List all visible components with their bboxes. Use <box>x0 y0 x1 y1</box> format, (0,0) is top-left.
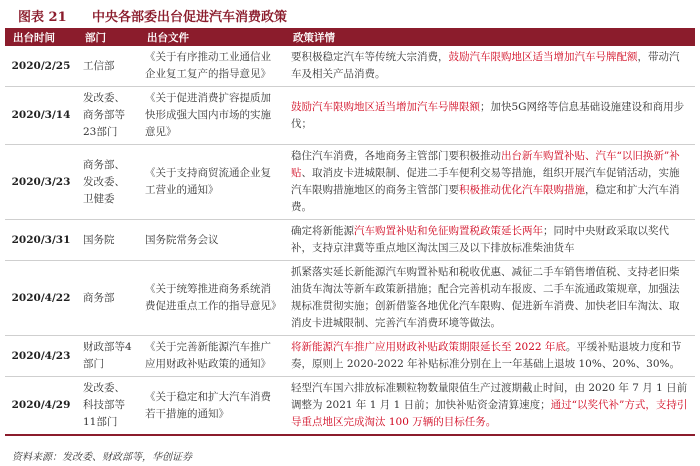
detail-highlight: 鼓励汽车限购地区适当增加汽车号牌限额 <box>291 100 480 113</box>
policy-table <box>5 28 695 436</box>
row-detail <box>285 336 695 377</box>
table-row <box>5 261 695 336</box>
row-date: 2020/4/29 <box>5 377 77 436</box>
table-row <box>5 87 695 145</box>
row-date: 2020/3/31 <box>5 220 77 261</box>
figure-title-bar <box>4 4 696 26</box>
row-doc: 《关于有序推动工业通信业企业复工复产的指导意见》 <box>139 46 285 87</box>
figure-label: 图表 21 <box>18 10 67 25</box>
detail-text: ，带动汽车及相关产品消费。 <box>291 51 680 80</box>
row-date: 2020/4/23 <box>5 336 77 377</box>
row-dept: 商务部 <box>77 261 139 336</box>
detail-text: 稳住汽车消费，各地商务主管部门要积极推动 <box>291 150 501 162</box>
detail-text: 要积极稳定汽车等传统大宗消费， <box>291 51 449 63</box>
detail-text: 抓紧落实延长新能源汽车购置补贴和税收优惠、减征二手车销售增值税、支持老旧柴油货车淘汰等新车政策新措施；配合完善机动车报废、二手车流通政策规章，加强法规标准贯彻实施；创新借鉴各地优化汽车限购、促进新车消费、加快老旧车淘汰、取消皮卡进城限制、完善汽车消费环境等做法。 <box>291 266 680 329</box>
detail-text: 。平缓补贴退坡力度和节奏，原则上 2020-2022 年补贴标准分别在上一年基础上退坡 10%、20%、30%。 <box>291 341 682 370</box>
row-date: 2020/3/23 <box>5 145 77 220</box>
table-row <box>5 46 695 87</box>
row-dept: 国务院 <box>77 220 139 261</box>
row-doc: 《关于完善新能源汽车推广应用财政补贴政策的通知》 <box>139 336 285 377</box>
row-detail <box>285 377 695 436</box>
table-row <box>5 336 695 377</box>
header-date: 出台时间 <box>5 28 77 46</box>
row-dept: 工信部 <box>77 46 139 87</box>
detail-text: 确定将新能源 <box>291 225 354 237</box>
detail-highlight: 积极推动优化汽车限购措施 <box>459 184 585 196</box>
row-detail <box>285 46 695 87</box>
detail-highlight: 汽车购置补贴和免征购置税政策延长两年 <box>354 225 543 237</box>
detail-text: ；加快5G网络等信息基础设施建设和商用步伐； <box>291 100 685 130</box>
detail-highlight: 通过“以奖代补”方式，支持引导重点地区完成淘汰 100 万辆的目标任务。 <box>291 399 688 428</box>
row-doc: 《关于支持商贸流通企业复工营业的通知》 <box>139 145 285 220</box>
source-note: 资料来源：发改委、财政部等，华创证券 <box>12 452 192 463</box>
header-dept: 部门 <box>77 28 139 46</box>
row-date: 2020/4/22 <box>5 261 77 336</box>
row-detail <box>285 261 695 336</box>
table-row <box>5 220 695 261</box>
row-detail <box>285 145 695 220</box>
header-detail: 政策详情 <box>285 28 695 46</box>
detail-highlight: 鼓励汽车限购地区适当增加汽车号牌配额 <box>448 51 638 63</box>
row-dept: 财政部等4部门 <box>77 336 139 377</box>
row-detail <box>285 87 695 145</box>
table-row <box>5 377 695 436</box>
detail-text: ；同时中央财政采取以奖代补，支持京津冀等重点地区淘汰国三及以下排放标准柴油货车 <box>291 225 669 254</box>
detail-text: ，稳定和扩大汽车消费。 <box>291 184 680 213</box>
figure-title: 中央各部委出台促进汽车消费政策 <box>92 10 288 25</box>
detail-highlight: 出台新车购置补贴、汽车“以旧换新”补贴 <box>291 150 680 179</box>
row-doc: 《关于促进消费扩容提质加快形成强大国内市场的实施意见》 <box>139 87 285 145</box>
row-doc: 国务院常务会议 <box>139 220 285 261</box>
row-date: 2020/3/14 <box>5 87 77 145</box>
row-dept: 商务部、发改委、卫健委 <box>77 145 139 220</box>
table-row <box>5 145 695 220</box>
detail-highlight: 将新能源汽车推广应用财政补贴政策期限延长至 2022 年底 <box>291 341 566 353</box>
row-dept: 发改委、科技部等11部门 <box>77 377 139 436</box>
row-doc: 《关于稳定和扩大汽车消费若干措施的通知》 <box>139 377 285 436</box>
row-date: 2020/2/25 <box>5 46 77 87</box>
table-header-row <box>5 28 695 46</box>
detail-text: 、取消皮卡进城限制、促进二手车便利交易等措施，组织开展汽车促销活动，实施汽车限购措施地区的商务主管部门要 <box>291 167 680 196</box>
row-detail <box>285 220 695 261</box>
row-dept: 发改委、商务部等23部门 <box>77 87 139 145</box>
header-doc: 出台文件 <box>139 28 285 46</box>
row-doc: 《关于统筹推进商务系统消费促进重点工作的指导意见》 <box>139 261 285 336</box>
detail-text: 轻型汽车国六排放标准颗粒物数量限值生产过渡期截止时间，由 2020 年 7 月 1 日前调整为 2021 年 1 月 1 日前；加快补贴资金清算速度； <box>291 382 688 411</box>
